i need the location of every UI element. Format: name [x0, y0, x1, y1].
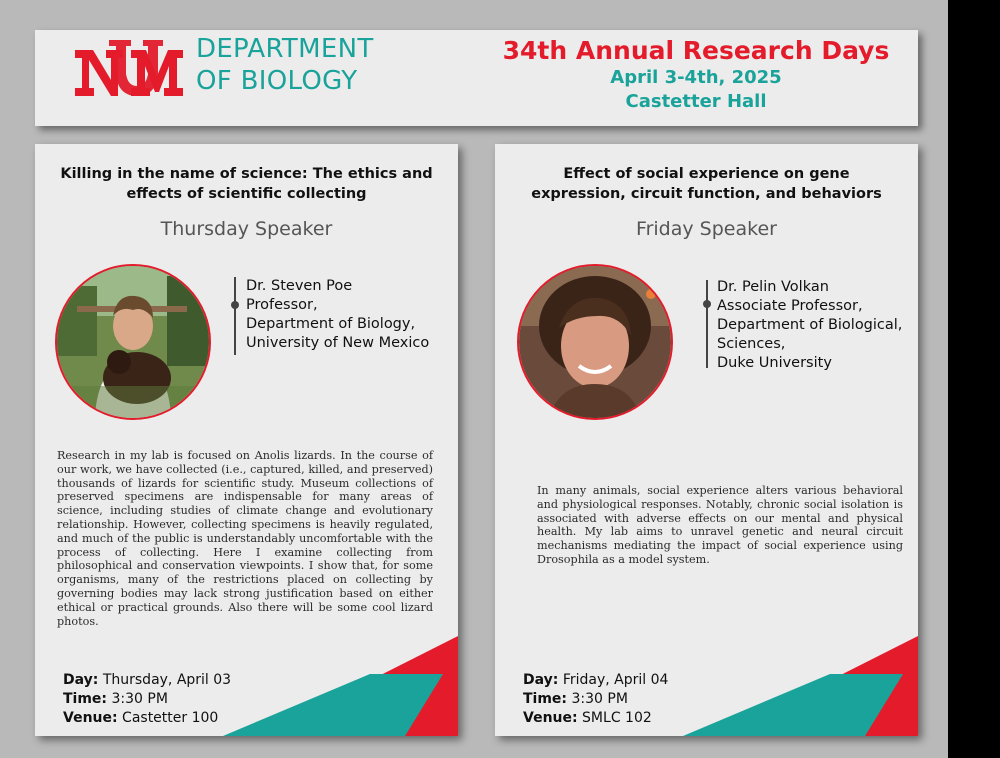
dept-line-2: OF BIOLOGY [196, 66, 358, 96]
detail-venue: Venue: SMLC 102 [523, 710, 652, 726]
speaker-department: Department of Biological, [717, 317, 903, 333]
day-speaker-label: Thursday Speaker [160, 218, 333, 240]
detail-day: Day: Friday, April 04 [523, 672, 669, 688]
talk-title: Killing in the name of science: The ethics and effects of scientific collecting [60, 166, 433, 202]
day-speaker-label: Friday Speaker [636, 218, 777, 240]
department-name [196, 33, 374, 97]
event-details [523, 671, 668, 728]
talk-abstract: Research in my lab is focused on Anolis lizards. In the course of our work, we have collected (i.e., captured, killed, and preserved) thousands of lizards for scientific study. Museum collections of preserved specimens are indispensable for many areas of science, including studies of climate change and evolutionary relationship. However, collecting specimens is heavily regulated, and much of the public is understandably uncomfortable with the process of collecting. Here I examine collecting from philosophical and conservation viewpoints. I show that, for some organisms, many of the restrictions placed on collecting by governing bodies may lack strong justification based on either ethical or practical grounds. Also there will be some cool lizard photos. [57, 449, 433, 628]
corner-stripe-decoration [495, 144, 918, 736]
unm-logo-icon [73, 36, 183, 114]
dept-line-1: DEPARTMENT [196, 34, 374, 64]
speaker-name: Dr. Pelin Volkan [717, 279, 829, 295]
header-banner [35, 30, 918, 126]
event-details [63, 671, 231, 728]
speaker-position: Associate Professor, [717, 298, 863, 314]
detail-time: Time: 3:30 PM [523, 691, 628, 707]
speaker-institution: Duke University [717, 355, 832, 371]
right-edge-bar [948, 0, 1000, 758]
event-location: Castetter Hall [625, 91, 767, 112]
talk-title: Effect of social experience on gene expression, circuit function, and behaviors [531, 166, 882, 202]
talk-abstract: In many animals, social experience alters various behavioral and physiological responses. Notably, chronic social isolation is associated with adverse effects on our mental and physical health. My lab aims to unravel genetic and neural circuit mechanisms mediating the impact of social experience using Drosophila as a model system. [537, 484, 903, 566]
detail-venue: Venue: Castetter 100 [63, 710, 219, 726]
speaker-department: Department of Biology, [246, 316, 416, 332]
speaker-name: Dr. Steven Poe [246, 278, 353, 294]
speaker-card-friday [495, 144, 918, 736]
event-info [475, 36, 917, 114]
detail-day: Day: Thursday, April 03 [63, 672, 232, 688]
speaker-institution: University of New Mexico [246, 335, 430, 351]
detail-time: Time: 3:30 PM [63, 691, 168, 707]
speaker-position: Professor, [246, 297, 318, 313]
speaker-department-2: Sciences, [717, 336, 786, 352]
corner-stripe-decoration [35, 144, 458, 736]
event-title: 34th Annual Research Days [502, 36, 890, 65]
event-dates: April 3-4th, 2025 [610, 67, 782, 88]
speaker-card-thursday [35, 144, 458, 736]
